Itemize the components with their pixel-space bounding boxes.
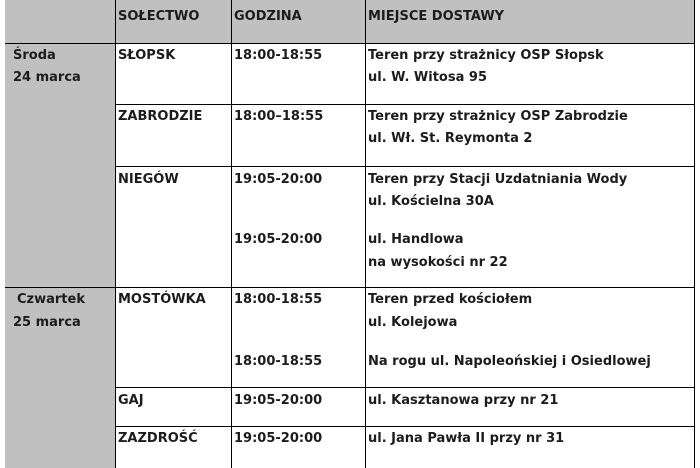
solectwo-cell: SŁOPSK	[118, 48, 176, 63]
miejsce-cell: ul. Wł. St. Reymonta 2	[368, 131, 533, 146]
divider	[115, 0, 116, 468]
divider	[116, 426, 695, 427]
solectwo-cell: GAJ	[118, 393, 144, 408]
godzina-cell: 19:05-20:00	[234, 393, 323, 408]
header-miejsce-dostawy: MIEJSCE DOSTAWY	[368, 9, 505, 24]
miejsce-cell: Teren przy Stacji Uzdatniania Wody	[368, 172, 628, 187]
divider	[116, 104, 695, 105]
day-date: 24 marca	[13, 70, 81, 85]
miejsce-cell: na wysokości nr 22	[368, 255, 508, 270]
miejsce-cell: Teren przy strażnicy OSP Zabrodzie	[368, 109, 628, 124]
godzina-cell: 19:05-20:00	[234, 431, 323, 446]
solectwo-cell: ZAZDROŚĆ	[118, 431, 198, 446]
miejsce-cell: Na rogu ul. Napoleońskiej i Osiedlowej	[368, 354, 651, 369]
solectwo-cell: MOSTÓWKA	[118, 292, 206, 307]
day-name: Czwartek	[17, 292, 85, 307]
godzina-cell: 19:05-20:00	[234, 232, 323, 247]
godzina-cell: 18:00-18:55	[234, 48, 323, 63]
day-column	[5, 43, 115, 468]
godzina-cell: 18:00-18:55	[234, 292, 323, 307]
miejsce-cell: Teren przy strażnicy OSP Słopsk	[368, 48, 604, 63]
divider	[5, 287, 695, 288]
miejsce-cell: Teren przed kościołem	[368, 292, 533, 307]
day-name: Środa	[13, 48, 56, 63]
divider	[365, 0, 366, 468]
header-row	[5, 0, 695, 43]
godzina-cell: 19:05-20:00	[234, 172, 323, 187]
miejsce-cell: ul. Kolejowa	[368, 315, 458, 330]
miejsce-cell: ul. Kościelna 30A	[368, 194, 494, 209]
godzina-cell: 18:00–18:55	[234, 109, 324, 124]
miejsce-cell: ul. Handlowa	[368, 232, 464, 247]
solectwo-cell: NIEGÓW	[118, 172, 179, 187]
header-solectwo: SOŁECTWO	[118, 9, 200, 24]
miejsce-cell: ul. W. Witosa 95	[368, 70, 487, 85]
solectwo-cell: ZABRODZIE	[118, 109, 203, 124]
divider	[116, 166, 695, 167]
divider	[116, 387, 695, 388]
miejsce-cell: ul. Jana Pawła II przy nr 31	[368, 431, 565, 446]
day-date: 25 marca	[13, 315, 81, 330]
godzina-cell: 18:00-18:55	[234, 354, 323, 369]
divider	[5, 43, 695, 44]
divider	[231, 0, 232, 468]
header-godzina: GODZINA	[234, 9, 302, 24]
divider	[694, 0, 695, 468]
miejsce-cell: ul. Kasztanowa przy nr 21	[368, 393, 559, 408]
